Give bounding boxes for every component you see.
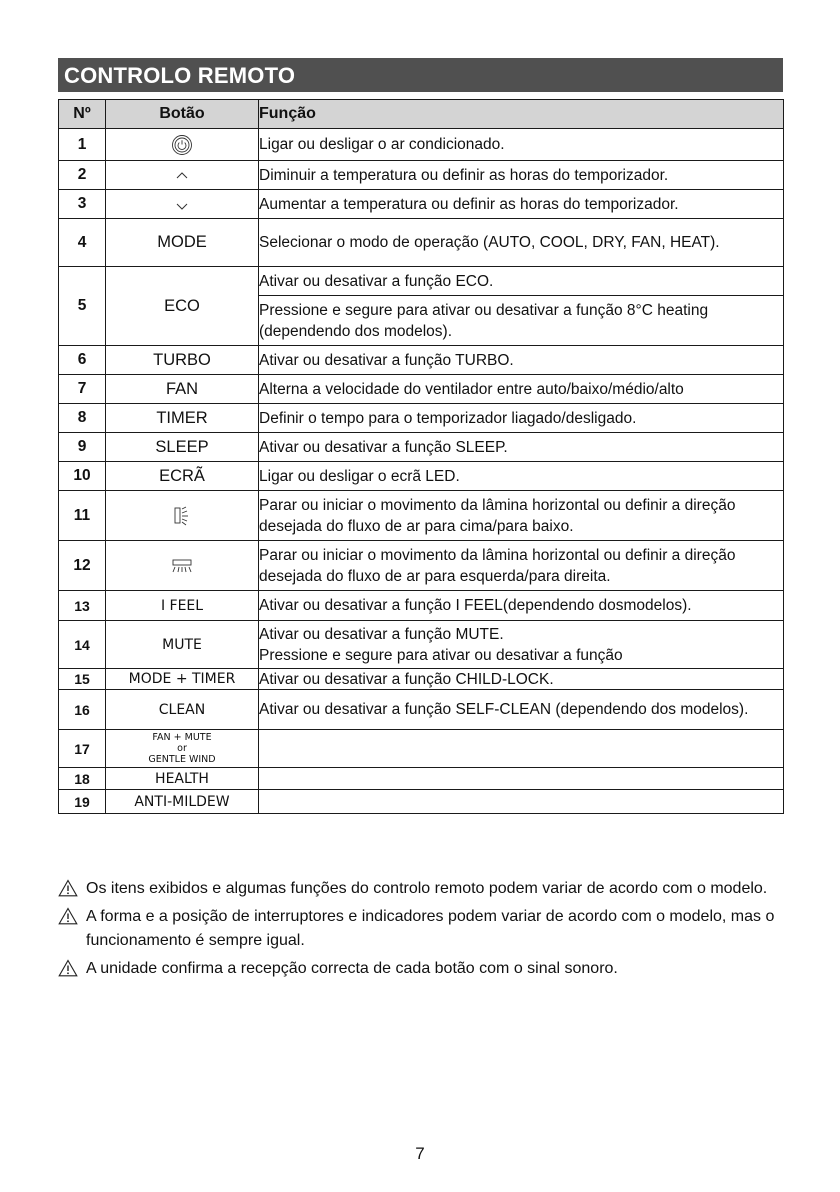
row-button: ECO [106, 267, 259, 346]
notes [58, 877, 798, 985]
table-row [59, 404, 784, 433]
row-function-secondary: Pressione e segure para ativar ou desativar a função [259, 646, 623, 664]
row-function: Ligar ou desligar o ar condicionado. [259, 129, 784, 161]
table-row [59, 541, 784, 591]
table-row [59, 621, 784, 669]
row-number: 3 [59, 190, 106, 219]
table-row [59, 768, 784, 790]
row-function: Ligar ou desligar o ecrã LED. [259, 462, 784, 491]
row-function: Aumentar a temperatura ou definir as horas do temporizador. [259, 190, 784, 219]
row-function-secondary: Pressione e segure para ativar ou desativar a função 8°C heating (dependendo dos modelos). [259, 296, 784, 346]
note-item [58, 957, 798, 981]
table-row [59, 790, 784, 814]
table-row [59, 375, 784, 404]
row-function: Ativar ou desativar a função ECO. [259, 267, 784, 296]
row-button-line2: or [177, 743, 187, 754]
row-number: 12 [59, 541, 106, 591]
header-number: Nº [59, 100, 106, 129]
row-button: MODE + TIMER [106, 669, 259, 690]
table-row [59, 161, 784, 190]
row-number: 13 [59, 591, 106, 621]
note-item [58, 877, 798, 901]
row-number: 17 [59, 730, 106, 768]
row-button: MODE [106, 219, 259, 267]
vertical-swing-icon [106, 491, 259, 541]
row-number: 18 [59, 768, 106, 790]
row-button-line1: FAN + MUTE [152, 732, 212, 743]
table-row [59, 730, 784, 768]
note-text: Os itens exibidos e algumas funções do controlo remoto podem variar de acordo com o modelo. [86, 880, 768, 897]
row-function: Definir o tempo para o temporizador liagado/desligado. [259, 404, 784, 433]
row-button-cell [106, 730, 259, 768]
row-function: Ativar ou desativar a função SLEEP. [259, 433, 784, 462]
row-function: Selecionar o modo de operação (AUTO, COOL, DRY, FAN, HEAT). [259, 219, 784, 267]
table-row [59, 462, 784, 491]
section-title: CONTROLO REMOTO [58, 58, 783, 92]
row-number: 14 [59, 621, 106, 669]
table-row [59, 129, 784, 161]
header-button: Botão [106, 100, 259, 129]
row-function [259, 768, 784, 790]
table-header-row [59, 100, 784, 129]
row-button: TIMER [106, 404, 259, 433]
row-function: Parar ou iniciar o movimento da lâmina horizontal ou definir a direção desejada do fluxo de ar para esquerda/para direita. [259, 541, 784, 591]
row-number: 15 [59, 669, 106, 690]
row-function: Alterna a velocidade do ventilador entre auto/baixo/médio/alto [259, 375, 784, 404]
table-row [59, 591, 784, 621]
chevron-up-icon [106, 161, 259, 190]
table-row [59, 267, 784, 296]
header-function: Função [259, 100, 784, 129]
row-function: Ativar ou desativar a função I FEEL(dependendo dosmodelos). [259, 591, 784, 621]
row-function: Ativar ou desativar a função SELF-CLEAN (dependendo dos modelos). [259, 690, 784, 730]
table-row [59, 433, 784, 462]
row-function: Parar ou iniciar o movimento da lâmina horizontal ou definir a direção desejada do fluxo de ar para cima/para baixo. [259, 491, 784, 541]
row-button: FAN [106, 375, 259, 404]
row-number: 2 [59, 161, 106, 190]
row-number: 11 [59, 491, 106, 541]
row-number: 10 [59, 462, 106, 491]
row-button-line3: GENTLE WIND [148, 754, 216, 765]
page-number: 7 [415, 1144, 425, 1163]
row-function: Ativar ou desativar a função MUTE. [259, 625, 504, 643]
horizontal-swing-icon [106, 541, 259, 591]
row-function-cell [259, 621, 784, 669]
table-row [59, 219, 784, 267]
remote-control-table [58, 99, 784, 814]
power-icon [106, 129, 259, 161]
row-function: Ativar ou desativar a função TURBO. [259, 346, 784, 375]
chevron-down-icon [106, 190, 259, 219]
row-number: 7 [59, 375, 106, 404]
row-number: 6 [59, 346, 106, 375]
row-number: 4 [59, 219, 106, 267]
row-button: MUTE [106, 621, 259, 669]
warning-triangle-icon [58, 879, 78, 897]
warning-triangle-icon [58, 907, 78, 925]
note-item [58, 905, 798, 953]
row-function [259, 730, 784, 768]
row-function [259, 790, 784, 814]
row-button: I FEEL [106, 591, 259, 621]
row-number: 9 [59, 433, 106, 462]
row-button: HEALTH [106, 768, 259, 790]
row-button: CLEAN [106, 690, 259, 730]
note-text: A forma e a posição de interruptores e indicadores podem variar de acordo com o modelo, mas o funcionamento é sempre igual. [86, 908, 775, 949]
note-text: A unidade confirma a recepção correcta de cada botão com o sinal sonoro. [86, 960, 618, 977]
warning-triangle-icon [58, 959, 78, 977]
row-button: SLEEP [106, 433, 259, 462]
row-number: 5 [59, 267, 106, 346]
table-row [59, 669, 784, 690]
row-number: 19 [59, 790, 106, 814]
table-row [59, 190, 784, 219]
row-function: Diminuir a temperatura ou definir as horas do temporizador. [259, 161, 784, 190]
row-number: 1 [59, 129, 106, 161]
row-button: ANTI-MILDEW [106, 790, 259, 814]
row-button: ECRÃ [106, 462, 259, 491]
row-function: Ativar ou desativar a função CHILD-LOCK. [259, 669, 784, 690]
row-number: 8 [59, 404, 106, 433]
row-button: TURBO [106, 346, 259, 375]
table-row [59, 690, 784, 730]
table-row [59, 491, 784, 541]
row-number: 16 [59, 690, 106, 730]
table-row [59, 346, 784, 375]
